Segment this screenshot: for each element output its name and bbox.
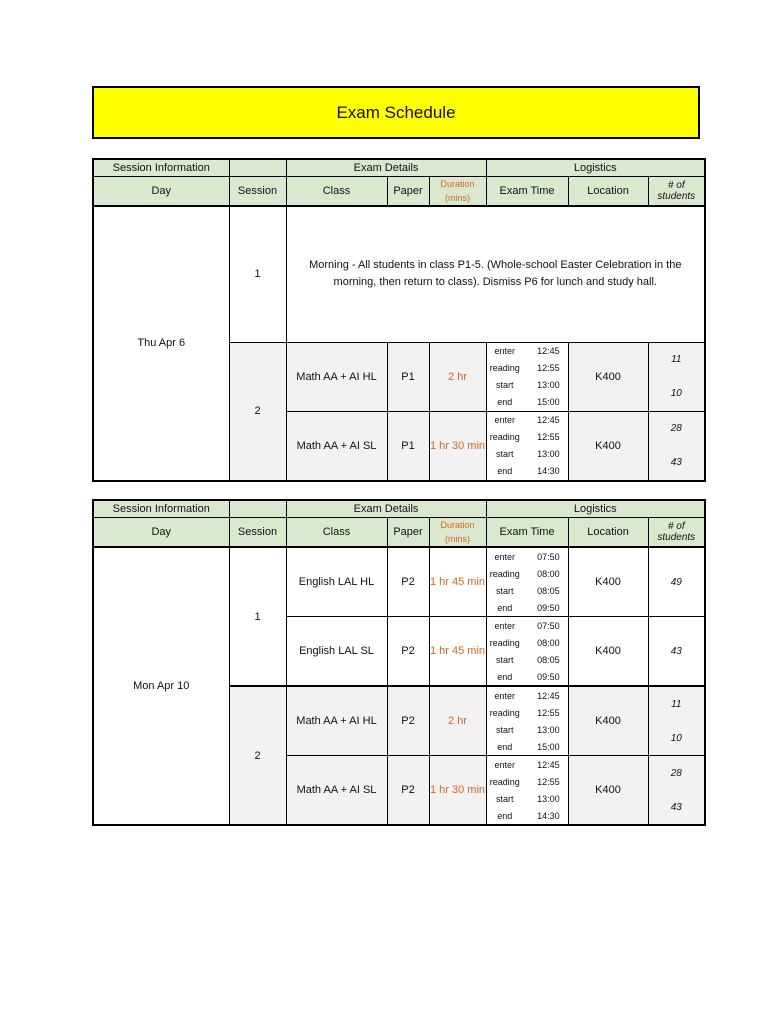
session-note: Morning - All students in class P1-5. (Whole-school Easter Celebration in the morning, then return to class). Dismiss P6 for lunch and study hall. [286,206,705,342]
duration-cell: 1 hr 45 min [429,547,486,617]
location-cell: K400 [568,411,648,481]
exam-time-header: Exam Time [486,176,568,206]
class-cell: English LAL HL [286,547,387,617]
class-cell: English LAL SL [286,617,387,687]
location-cell: K400 [568,342,648,411]
paper-header: Paper [387,176,429,206]
exam-time-cell: enter 07:50 reading 08:00 start 08:05 end 09:50 [486,617,568,687]
location-cell: K400 [568,547,648,617]
session-number: 2 [229,686,286,825]
class-cell: Math AA + AI HL [286,686,387,756]
students-cell: 11 10 [648,342,705,411]
students-cell: 11 10 [648,686,705,756]
num-students-header: # of students [648,517,705,547]
exam-time-cell: enter 12:45 reading 12:55 start 13:00 end 14:30 [486,411,568,481]
paper-cell: P2 [387,756,429,826]
duration-header: Duration (mins) [429,517,486,547]
class-cell: Math AA + AI SL [286,756,387,826]
exam-time-cell: enter 12:45 reading 12:55 start 13:00 end 15:00 [486,342,568,411]
location-header: Location [568,176,648,206]
paper-cell: P2 [387,617,429,687]
session-number: 2 [229,342,286,481]
location-cell: K400 [568,756,648,826]
location-header: Location [568,517,648,547]
paper-cell: P1 [387,342,429,411]
class-cell: Math AA + AI HL [286,342,387,411]
duration-cell: 1 hr 30 min [429,411,486,481]
exam-time-cell: enter 12:45 reading 12:55 start 13:00 end 14:30 [486,756,568,826]
exam-details-header: Exam Details [286,159,486,176]
session-header: Session [229,517,286,547]
schedule-table-1 [92,158,706,482]
session-number: 1 [229,206,286,342]
logistics-header: Logistics [486,500,705,517]
day-cell: Mon Apr 10 [93,547,229,825]
class-header: Class [286,517,387,547]
duration-cell: 2 hr [429,342,486,411]
day-header: Day [93,517,229,547]
location-cell: K400 [568,617,648,687]
students-cell: 28 43 [648,756,705,826]
session-information-header: Session Information [93,500,229,517]
students-cell: 28 43 [648,411,705,481]
exam-time-cell: enter 12:45 reading 12:55 start 13:00 end 15:00 [486,686,568,756]
duration-cell: 2 hr [429,686,486,756]
location-cell: K400 [568,686,648,756]
paper-cell: P2 [387,686,429,756]
day-header: Day [93,176,229,206]
class-header: Class [286,176,387,206]
paper-cell: P1 [387,411,429,481]
exam-time-cell: enter 07:50 reading 08:00 start 08:05 end 09:50 [486,547,568,617]
session-information-header: Session Information [93,159,229,176]
duration-header: Duration (mins) [429,176,486,206]
session-header: Session [229,176,286,206]
day-cell: Thu Apr 6 [93,206,229,481]
duration-cell: 1 hr 30 min [429,756,486,826]
session-number: 1 [229,547,286,686]
students-cell: 43 [648,617,705,687]
exam-details-header: Exam Details [286,500,486,517]
page-title: Exam Schedule [92,86,700,139]
class-cell: Math AA + AI SL [286,411,387,481]
students-cell: 49 [648,547,705,617]
num-students-header: # of students [648,176,705,206]
duration-cell: 1 hr 45 min [429,617,486,687]
schedule-table-2 [92,499,706,826]
paper-cell: P2 [387,547,429,617]
logistics-header: Logistics [486,159,705,176]
paper-header: Paper [387,517,429,547]
exam-time-header: Exam Time [486,517,568,547]
